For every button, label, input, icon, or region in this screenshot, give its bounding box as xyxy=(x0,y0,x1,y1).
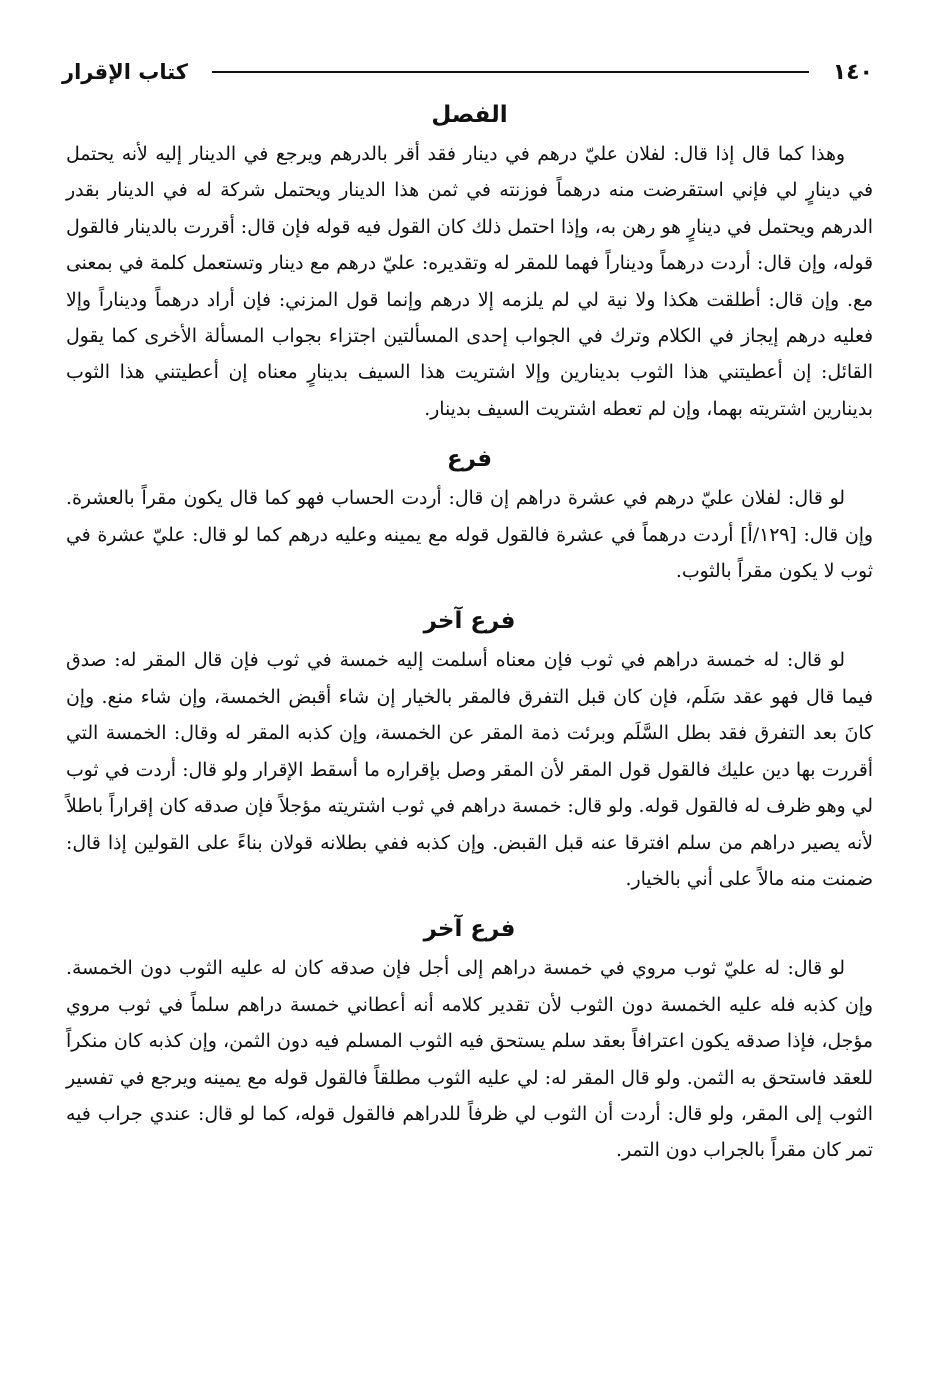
section-heading: فرع xyxy=(446,446,493,473)
page-content xyxy=(66,98,873,1170)
section-far-akhar-2 xyxy=(66,912,873,1169)
section-heading: فرع آخر xyxy=(423,608,516,635)
book-title: كتاب الإقرار xyxy=(62,60,189,84)
header-rule xyxy=(212,71,809,73)
section-al-fasl xyxy=(66,98,873,428)
running-header xyxy=(62,52,873,92)
section-paragraph: لو قال: لفلان عليّ درهم في عشرة دراهم إن قال: أردت الحساب فهو كما قال يكون مقراً بالعشرة. وإن قال: [١٢٩/أ] أردت درهماً في عشرة فالقول قوله مع يمينه وعليه درهم كما لو قال: عليّ عشرة في ثوب لا يكون مقراً بالثوب. xyxy=(66,488,873,583)
section-heading: فرع آخر xyxy=(423,916,516,943)
page-number: ١٤٠ xyxy=(832,59,873,85)
section-far xyxy=(66,442,873,590)
section-paragraph: لو قال: له عليّ ثوب مروي في خمسة دراهم إلى أجل فإن صدقه كان له عليه الثوب دون الخمسة. وإن كذبه فله عليه الخمسة دون الثوب لأن تقدير كلامه أنه أعطاني خمسة دراهم سلماً في ثوب مروي مؤجل، فإذا صدقه يكون اعترافاً بعقد سلم يستحق فيه الثوب المسلم فيه دون الثمن، وإن كذبه كان منكراً للعقد فاستحق به الثمن. ولو قال المقر له: لي عليه الثوب مطلقاً فالقول قوله مع يمينه ويرجع في تفسير الثوب إلى المقر، ولو قال: أردت أن الثوب لي ظرفاً للدراهم فالقول قوله، كما لو قال: عندي جراب فيه تمر كان مقراً بالجراب دون التمر. xyxy=(66,958,873,1162)
section-paragraph: وهذا كما قال إذا قال: لفلان عليّ درهم في دينار فقد أقر بالدرهم ويرجع في الدينار إليه لأنه يحتمل في دينارٍ لي فإني استقرضت منه درهماً فوزنته في ثمن هذا الدينار ويحتمل شركة له في الدينار بقدر الدرهم ويحتمل في دينارٍ هو رهن به، وإذا احتمل ذلك كان القول فيه قوله فإن قال: أقررت بالدينار فالقول قوله، وإن قال: أردت درهماً وديناراً فهما للمقر له وتقديره: عليّ درهم مع دينار وتستعمل كلمة في بمعنى مع. وإن قال: أطلقت هكذا ولا نية لي لم يلزمه إلا درهم وإنما قول المزني: فإن أراد درهماً وديناراً وإلا فعليه درهم إيجاز في الكلام وترك في الجواب إحدى المسألتين اجتزاء بجواب المسألة الأخرى كما يقول القائل: إن أعطيتني هذا الثوب بدينارين وإلا اشتريت هذا السيف بدينارٍ معناه إن أعطيتني هذا الثوب بدينارين اشتريته بهما، وإن لم تعطه اشتريت السيف بدينار. xyxy=(66,144,873,420)
section-heading: الفصل xyxy=(431,102,508,128)
section-paragraph: لو قال: له خمسة دراهم في ثوب فإن معناه أسلمت إليه خمسة في ثوب فإن قال المقر له: صدق فيما قال فهو عقد سَلَم، فإن كان قبل التفرق فالمقر بالخيار إن شاء أقبض الخمسة، وإن شاء منع. وإن كانَ بعد التفرق فقد بطل السَّلَم وبرئت ذمة المقر عن الخمسة، وإن كذبه المقر له وقال: الخمسة التي أقررت بها دين عليك فالقول قول المقر لأن المقر وصل بإقراره ما أسقط الإقرار ولو قال: أردت في ثوب لي وهو ظرف له فالقول قوله. ولو قال: خمسة دراهم في ثوب اشتريته مؤجلاً فإن صدقه كان إقراراً باطلاً لأنه يصير دراهم من سلم افترقا عنه قبل القبض. وإن كذبه ففي بطلانه قولان بناءً على القولين إذا قال: ضمنت منه مالاً على أني بالخيار. xyxy=(66,650,873,890)
section-far-akhar-1 xyxy=(66,604,873,898)
